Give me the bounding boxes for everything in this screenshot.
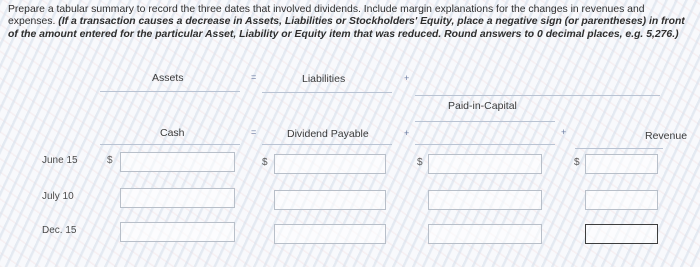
header-assets: Assets — [152, 72, 184, 84]
column-dividend-payable: Dividend Payable — [287, 128, 369, 140]
revenue-column-underline — [575, 148, 663, 149]
header-plus: + — [404, 73, 410, 83]
dollar-sign: $ — [574, 157, 580, 168]
dividend-payable-input-july-10[interactable] — [274, 190, 386, 210]
row-date-dec-15: Dec. 15 — [42, 225, 77, 236]
cash-input-dec-15[interactable] — [120, 222, 235, 242]
row-date-june-15: June 15 — [42, 155, 78, 166]
revenue-input-july-10[interactable] — [585, 190, 658, 210]
header-liabilities: Liabilities — [302, 73, 346, 85]
cash-column-underline — [100, 144, 240, 145]
cash-input-july-10[interactable] — [120, 188, 235, 208]
paid-in-capital-input-dec-15[interactable] — [428, 224, 542, 244]
cash-input-june-15[interactable] — [120, 152, 235, 172]
column-cash: Cash — [160, 127, 185, 139]
revenue-input-dec-15[interactable] — [585, 224, 658, 244]
revenue-input-june-15[interactable] — [585, 154, 658, 174]
dollar-sign: $ — [107, 155, 113, 166]
column-plus-1: + — [404, 128, 410, 138]
paid-in-capital-underline — [415, 121, 555, 122]
liabilities-underline — [262, 92, 392, 93]
dollar-sign: $ — [262, 157, 268, 168]
column-equals: = — [251, 127, 257, 137]
paid-in-column-underline — [415, 144, 555, 145]
column-plus-2: + — [561, 127, 567, 137]
dollar-sign: $ — [417, 157, 423, 168]
instructions-text: Prepare a tabular summary to record the three dates that involved dividends. Include margin explanations for the changes in revenues and expenses. — [8, 4, 645, 28]
dividend-column-underline — [262, 144, 392, 145]
instructions-emphasis: (If a transaction causes a decrease in Assets, Liabilities or Stockholders' Equity, place a negative sign (or parentheses) in front of the amount entered for the particular Asset, Liability or Equity item that was reduced. Round answers to 0 decimal places, e.g. 5,276.) — [8, 16, 685, 40]
header-paid-in-capital: Paid-in-Capital — [448, 100, 517, 112]
header-equals: = — [251, 72, 257, 82]
instructions — [8, 4, 692, 41]
equity-underline — [415, 95, 660, 96]
paid-in-capital-input-june-15[interactable] — [428, 154, 542, 174]
row-date-july-10: July 10 — [42, 191, 74, 202]
assets-underline — [100, 91, 240, 92]
dividend-payable-input-dec-15[interactable] — [274, 224, 386, 244]
paid-in-capital-input-july-10[interactable] — [428, 190, 542, 210]
column-revenue: Revenue — [645, 130, 688, 142]
dividend-payable-input-june-15[interactable] — [274, 154, 386, 174]
